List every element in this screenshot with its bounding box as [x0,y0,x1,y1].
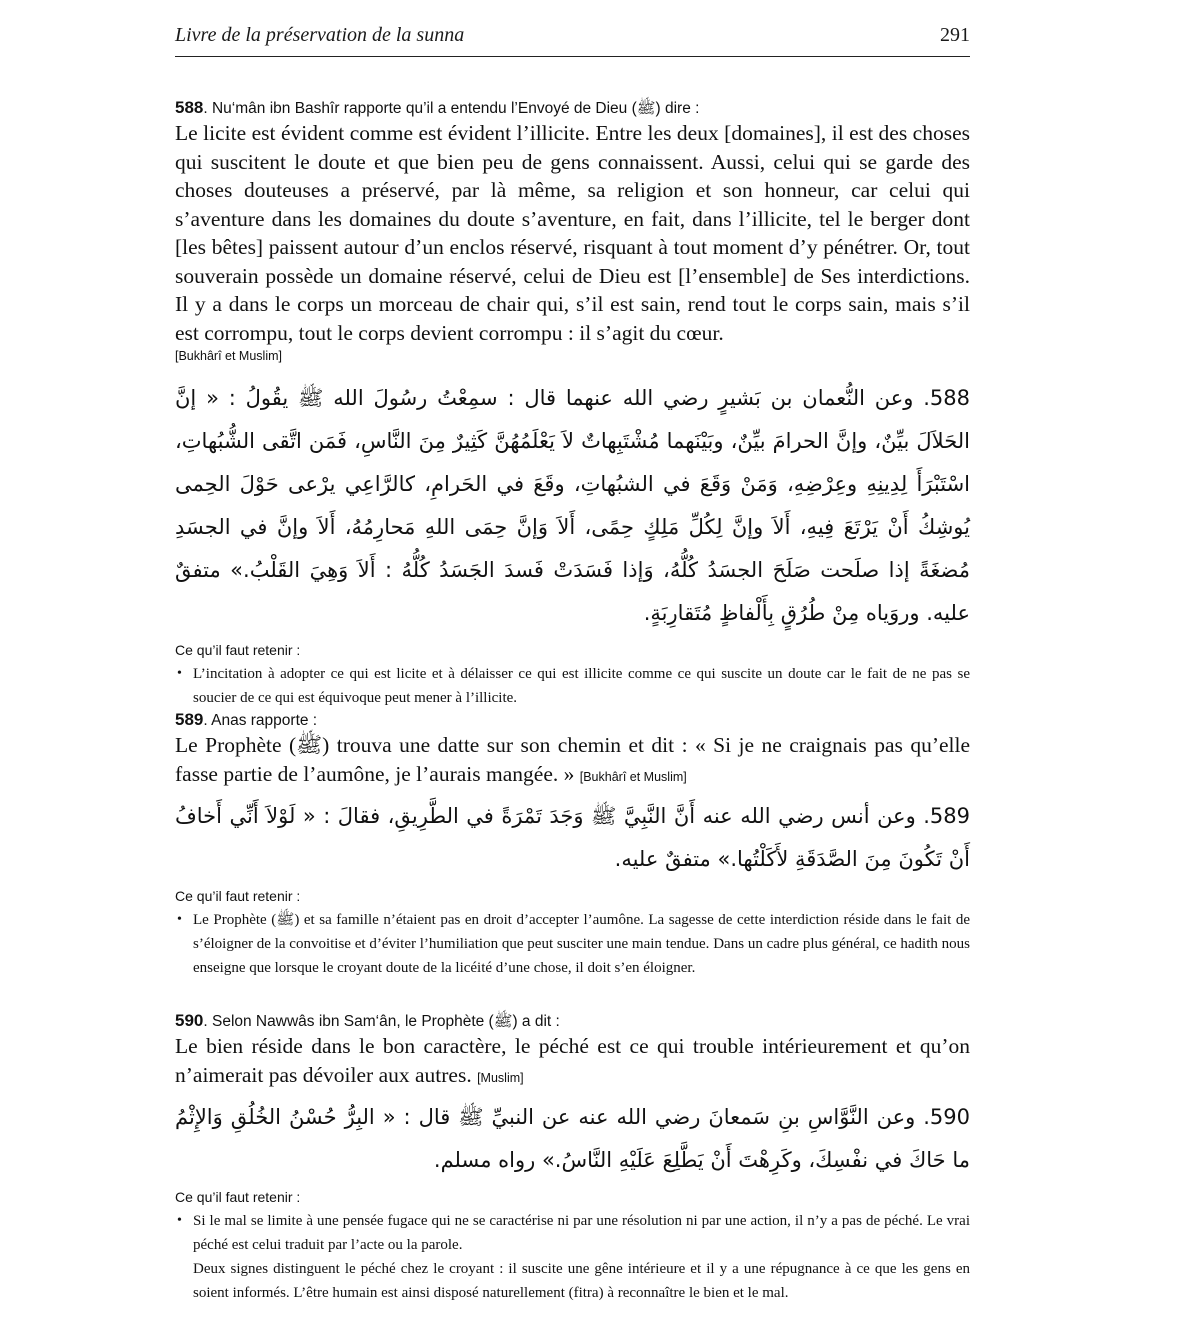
retain-list [175,908,970,980]
hadith-number: 590 [175,1011,204,1030]
hadith-number: 588 [175,98,204,117]
hadith-source: [Muslim] [477,1070,524,1085]
book-page [175,24,971,1301]
french-translation [175,1032,970,1092]
arabic-text: 588. وعن النُّعمان بن بَشيرٍ رضي الله عنهما قال : سمِعْتُ رسُولَ الله ﷺ يقُولُ : « إنَّ الحَلاَلَ بيِّنٌ، وإنَّ الحرامَ بيِّنٌ، وبَيْنَهما مُشْتَبِهاتٌ لاَ يَعْلَمُهُنَّ كَثِيرٌ مِنَ النَّاسِ، فَمَن اتَّقى الشُّبُهاتِ، اسْتَبْرَأَ لِدِينِهِ وعِرْضِهِ، وَمَنْ وَقَعَ في الشبُهاتِ، وقَعَ في الحَرامِ، كالرَّاعِي يرْعى حَوْلَ الحِمى يُوشِكُ أَنْ يَرْتَعَ فِيهِ، أَلاَ وإنَّ لِكُلِّ مَلِكٍ حِمًى، أَلاَ وَإنَّ حِمَى اللهِ مَحارِمُهُ، أَلاَ وإنَّ في الجسَدِ مُضغَةً إذا صلَحت صَلَحَ الجسَدُ كُلُّهُ، وَإذا فَسَدَتْ فَسدَ الجَسَدُ كُلُّهُ : أَلاَ وَهِيَ القَلْبُ.» متفقٌ عليه. وروَياه مِنْ طُرُقٍ بِأَلْفاظٍ مُتَقارِبَةٍ. [175,386,970,625]
hadith-narrator-line: . Selon Nawwâs ibn Sam‘ân, le Prophète (ﷺ) a dit : [203,1013,560,1030]
hadith-590 [175,1011,970,1305]
retain-heading: Ce qu’il faut retenir : [175,1189,301,1205]
retain-paragraph: L’incitation à adopter ce qui est licite et à délaisser ce qui est illicite comme ce qui suscite un doute car le fait de ne pas se soucier de ce qui est équivoque peut mener à l’illicite. [193,666,970,706]
hadith-number: 589 [175,710,204,729]
hadith-narrator-line: . Anas rapporte : [203,712,318,729]
hadith-588 [175,98,970,710]
retain-paragraph: Deux signes distinguent le péché chez le croyant : il suscite une gêne intérieure et il y a une répugnance à ce que les gens en soient informés. L’être humain est ainsi disposé naturellement (fitra) à reconnaître le bien et le mal. [193,1261,970,1301]
retain-paragraph: Le Prophète (ﷺ) et sa famille n’étaient pas en droit d’accepter l’aumône. La sagesse de cette interdiction réside dans le fait de s’éloigner de la convoitise et d’éviter l’humiliation que peut susciter une main tendue. Dans un cadre plus général, ce hadith nous enseigne que lorsque le croyant doute de la licéité d’une chose, il doit s’en éloigner. [193,912,970,976]
bullet-icon: • [177,912,182,927]
retain-list [175,662,970,710]
french-translation [175,731,970,791]
retain-list [175,1209,970,1305]
hadith-589 [175,710,970,980]
retain-heading: Ce qu’il faut retenir : [175,888,301,904]
arabic-text: 589. وعن أنس رضي الله عنه أَنَّ النَّبِيَّ ﷺ وَجَدَ تَمْرَةً في الطَّرِيقِ، فقالَ : « لَوْلاَ أَنِّي أَخافُ أَنْ تَكُونَ مِنَ الصَّدَقَةِ لأَكَلْتُها.» متفقٌ عليه. [175,804,970,871]
retain-point [175,1209,970,1305]
page-number: 291 [940,24,970,46]
bullet-icon: • [177,1213,182,1228]
hadith-intro [175,98,970,119]
running-title: Livre de la préservation de la sunna [175,24,465,46]
retain-heading: Ce qu’il faut retenir : [175,642,301,658]
bullet-icon: • [177,666,182,681]
french-translation: Le licite est évident comme est évident l’illicite. Entre les deux [domaines], il est des choses qui suscitent le doute et que bien peu de gens connaissent. Aussi, celui qui se garde des choses douteuses a préservé, par là même, sa religion et son honneur, car celui qui s’aventure dans les domaines du doute s’aventure, en fait, dans l’illicite, tel le berger dont [les bêtes] paissent autour d’un enclos réservé, risquant à tout moment d’y pénétrer. Or, tout souverain possède un domaine réservé, celui de Dieu est [l’ensemble] de Ses interdictions. Il y a dans le corps un morceau de chair qui, s’il est sain, rend tout le corps sain, mais s’il est corrompu, tout le corps devient corrompu : il s’agit du cœur. [175,121,970,345]
french-translation-text: Le bien réside dans le bon caractère, le péché est ce qui trouble intérieurement et qu’on n’aimerait pas dévoiler aux autres. [175,1034,970,1087]
retain-paragraph: Si le mal se limite à une pensée fugace qui ne se caractérise ni par une résolution ni par une action, il n’y a pas de péché. Le vrai péché est celui traduit par l’acte ou la parole. [193,1213,970,1253]
arabic-text: 590. وعن النَّوَّاسِ بنِ سَمعانَ رضي الله عنه عن النبيِّ ﷺ قال : « البِرُّ حُسْنُ الخُلُقِ وَالإِثْمُ ما حَاكَ في نفْسِكَ، وكَرِهْتَ أَنْ يَطَّلِعَ عَلَيْهِ النَّاسُ.» رواه مسلم. [175,1105,970,1172]
retain-point [175,662,970,710]
hadith-intro [175,710,970,731]
french-translation-text: Le Prophète (ﷺ) trouva une datte sur son chemin et dit : « Si je ne craignais pas qu’elle fasse partie de l’aumône, je l’aurais mangée. » [175,733,971,786]
hadith-intro [175,1011,970,1032]
retain-point [175,908,970,980]
running-header [175,24,970,57]
hadith-source: [Bukhârî et Muslim] [579,769,687,784]
hadith-narrator-line: . Nu‘mân ibn Bashîr rapporte qu’il a entendu l’Envoyé de Dieu (ﷺ) dire : [203,100,700,117]
hadith-source: [Bukhârî et Muslim] [175,349,282,363]
